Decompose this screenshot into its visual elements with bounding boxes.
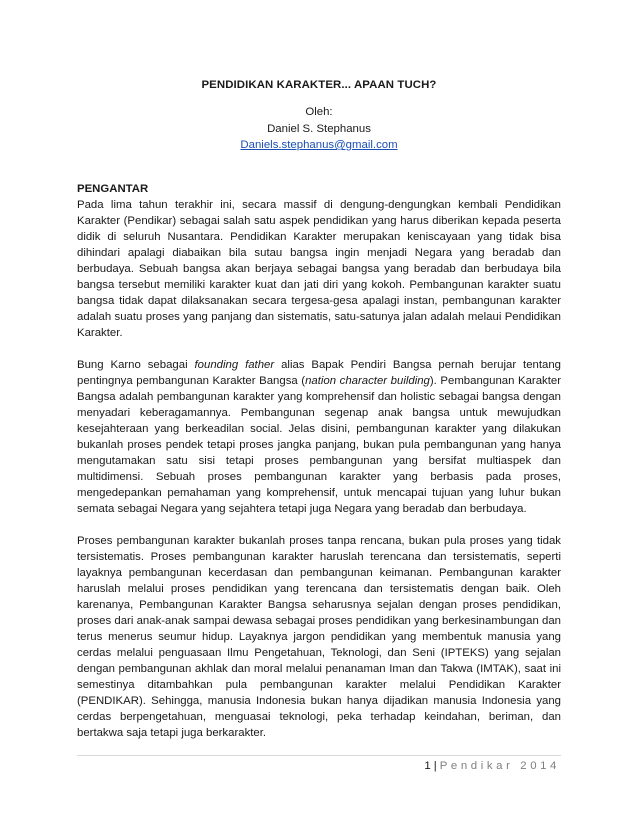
footer-separator: | bbox=[433, 760, 437, 772]
body-paragraph bbox=[77, 197, 561, 341]
italic-term: founding father bbox=[194, 359, 275, 371]
paragraph-list bbox=[77, 197, 561, 741]
byline bbox=[0, 104, 638, 154]
document-title: PENDIDIKAN KARAKTER... APAAN TUCH? bbox=[201, 79, 437, 91]
body-paragraph bbox=[77, 533, 561, 741]
paragraph-text: Bung Karno sebagai bbox=[77, 359, 195, 371]
document-body bbox=[77, 181, 561, 741]
author-email-link[interactable]: Daniels.stephanus@gmail.com bbox=[240, 139, 398, 151]
italic-term: nation character building bbox=[305, 375, 430, 387]
footer-divider bbox=[77, 755, 561, 756]
body-paragraph bbox=[77, 357, 561, 517]
author-name: Daniel S. Stephanus bbox=[267, 122, 371, 135]
paragraph-text: Proses pembangunan karakter bukanlah proses tanpa rencana, bukan pula proses yang tidak tersistematis. Proses pembangunan karakter haruslah terencana dan tersistematis, seperti layaknya pembangunan kecerdasan dan pembangunan keimanan. Pembangunan karakter haruslah melalui proses pendidikan yang terencana dan tersistematis dengan baik. Oleh karenanya, Pembangunan Karakter Bangsa seharusnya sejalan dengan proses pendidikan, proses dari anak-anak sampai dewasa sebagai proses pendidikan yang berkesinambungan dan terus menerus seumur hidup. Layaknya jargon pendidikan yang membentuk manusia yang cerdas melalui penguasaan Ilmu Pengetahuan, Teknologi, dan Seni (IPTEKS) yang sejalan dengan pembangunan akhlak dan moral melalui penanaman Iman dan Takwa (IMTAK), saat ini semestinya ditambahkan pula pembangunan karakter melalui Pendidikan Karakter (PENDIKAR). Sehingga, manusia Indonesia bukan hanya dijadikan manusia Indonesia yang cerdas berpengetahuan, menguasai teknologi, peka terhadap keindahan, beriman, dan bertakwa saja tetapi juga berkarakter. bbox=[77, 535, 561, 739]
paragraph-text: alias Bapak Pendiri Bangsa pernah berujar tentang pentingnya pembangunan Karakter Bangsa ( bbox=[77, 359, 561, 387]
page-number: 1 bbox=[424, 760, 431, 772]
running-footer-text: Pendikar 2014 bbox=[439, 760, 560, 772]
byline-label: Oleh: bbox=[305, 106, 333, 118]
paragraph-text: ). Pembangunan Karakter Bangsa adalah pembangunan karakter yang komprehensif dan holistic sebagai bangsa dengan menyadari keberagamannya. Pembangunan segenap anak bangsa untuk mewujudkan kesejahteraan yang berkeadilan social. Jelas disini, pembangunan karakter yang dilakukan bukanlah proses pendek tetapi proses jangka panjang, bukan pula pembangunan yang hanya mengutamakan satu sisi tetapi proses pembangunan yang bersifat multiaspek dan multidimensi. Sebuah proses pembangunan karakter yang berbasis pada proses, mengedepankan pemahaman yang komprehensif, untuk mencapai tujuan yang luhur bukan semata sebagai Negara yang sejahtera tetapi juga Negara yang beradab dan berbudaya. bbox=[77, 375, 561, 515]
section-heading: PENGANTAR bbox=[77, 183, 149, 195]
paragraph-text: Pada lima tahun terakhir ini, secara massif di dengung-dengungkan kembali Pendidikan Karakter (Pendikar) sebagai salah satu aspek pendidikan yang harus diberikan kepada peserta didik di seluruh Nusantara. Pendidikan Karakter merupakan keniscayaan yang tidak bisa dihindari apalagi diabaikan bila sutau bangsa ingin menjadi Negara yang beradab dan berbudaya. Sebuah bangsa akan berjaya sebagai bangsa yang beradab dan berbudaya bila bangsa tersebut memiliki karakter kuat dan jati diri yang kokoh. Pembangunan karakter suatu bangsa tidak dapat dilaksanakan secara tergesa-gesa apalagi instan, pembangunan karakter adalah suatu proses yang panjang dan sistematis, satu-satunya jalan adalah melaui Pendidikan Karakter. bbox=[77, 199, 561, 339]
page-footer bbox=[424, 760, 560, 772]
